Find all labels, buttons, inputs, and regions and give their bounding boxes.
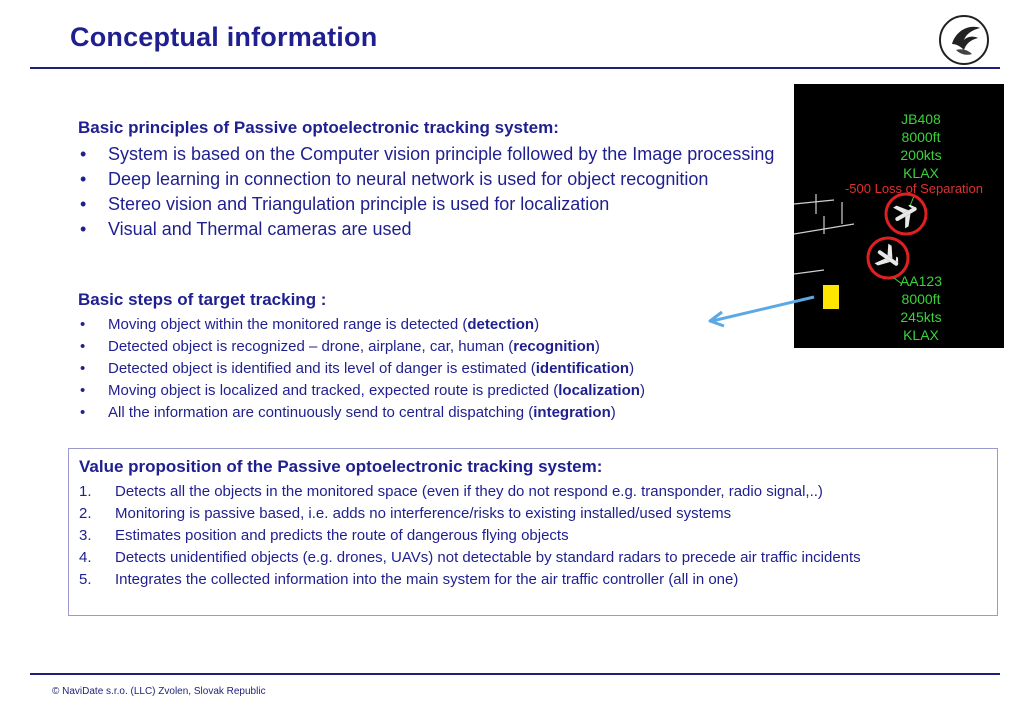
radar-display-image [794, 84, 1004, 348]
list-item: • Stereo vision and Triangulation principle is used for localization [80, 194, 610, 214]
list-item: 1. Detects all the objects in the monitored space (even if they do not respond e.g. transponder, radio signal,..) [79, 483, 823, 500]
list-item: • Deep learning in connection to neural network is used for object recognition [80, 169, 709, 189]
list-item: • All the information are continuously send to central dispatching (integration) [80, 404, 616, 421]
svg-text:8000ft: 8000ft [901, 291, 941, 307]
list-item: • Detected object is recognized – drone, airplane, car, human (recognition) [80, 338, 600, 355]
principles-heading: Basic principles of Passive optoelectronic tracking system: [78, 118, 559, 137]
list-item: • Detected object is identified and its level of danger is estimated (identification) [80, 360, 635, 377]
company-logo [938, 14, 990, 66]
steps-list [78, 314, 778, 424]
list-item: 4. Detects unidentified objects (e.g. drones, UAVs) not detectable by standard radars to precede air traffic incidents [79, 549, 861, 566]
svg-text:8000ft: 8000ft [901, 129, 941, 145]
steps-heading: Basic steps of target tracking : [78, 290, 327, 309]
bottom-divider [30, 673, 1000, 675]
top-divider [30, 67, 1000, 69]
list-item: • Moving object within the monitored range is detected (detection) [80, 316, 540, 333]
principles-list [78, 142, 778, 242]
list-item: • Visual and Thermal cameras are used [80, 219, 412, 239]
detected-object-marker [823, 285, 839, 309]
value-proposition-list [79, 481, 989, 591]
list-item: • System is based on the Computer vision principle followed by the Image processing [80, 144, 775, 164]
radar-screen [794, 84, 1004, 348]
separation-alert-text: -500 Loss of Separation [844, 181, 984, 196]
pointer-arrow [700, 288, 820, 330]
svg-text:KLAX: KLAX [903, 165, 939, 181]
svg-text:KLAX: KLAX [903, 327, 939, 343]
list-item: 2. Monitoring is passive based, i.e. adds no interference/risks to existing installed/used systems [79, 505, 732, 522]
value-proposition-heading: Value proposition of the Passive optoelectronic tracking system: [79, 457, 603, 476]
svg-text:JB408: JB408 [901, 111, 941, 127]
list-item: 5. Integrates the collected information into the main system for the air traffic controller (all in one) [79, 571, 739, 588]
page-title: Conceptual information [70, 22, 378, 52]
svg-text:200kts: 200kts [900, 147, 942, 163]
list-item: 3. Estimates position and predicts the route of dangerous flying objects [79, 527, 569, 544]
svg-text:AA123: AA123 [899, 273, 943, 289]
list-item: • Moving object is localized and tracked, expected route is predicted (localization) [80, 382, 645, 399]
value-proposition-box [68, 448, 998, 616]
svg-text:245kts: 245kts [900, 309, 942, 325]
footer-copyright: © NaviDate s.r.o. (LLC) Zvolen, Slovak Republic [52, 686, 266, 697]
